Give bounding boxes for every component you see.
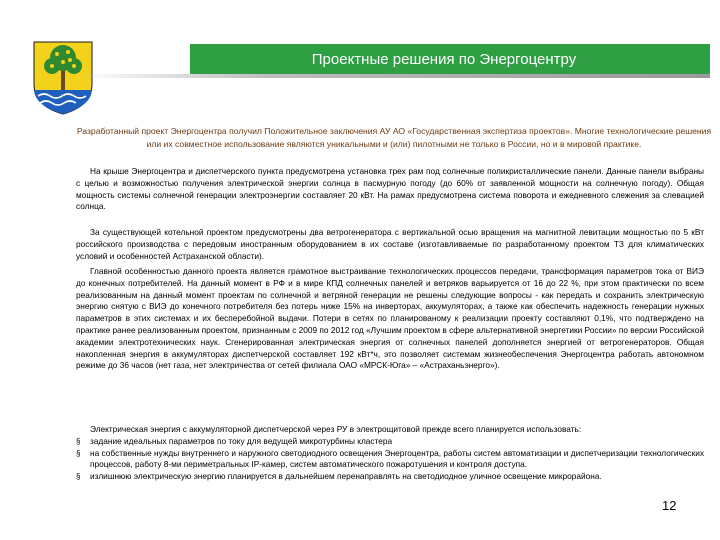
bullet-marker: § (76, 436, 81, 446)
list-item (76, 471, 704, 483)
list-item-text: задание идеальных параметров по току для ведущей микротурбины кластера (90, 435, 393, 446)
wind-generators-section (76, 227, 704, 262)
list-item (76, 436, 704, 448)
page-title: Проектные решения по Энергоцентру (311, 50, 577, 68)
title-bar (190, 44, 710, 74)
main-feature-section (76, 266, 704, 372)
intro-paragraph: Разработанный проект Энергоцентра получил Положительное заключения АУ АО «Государственная экспертиза проектов». Многие технологические решения или их совместное использование являются уникальными и (или) пилотными не только в России, но и в мировой практике. (76, 126, 712, 149)
coat-of-arms-emblem (32, 40, 94, 116)
body-paragraph: На крыше Энергоцентра и диспетчерского пункта предусмотрена установка трех рам под солнечные поликристаллические панели. Данные панели выбраны с целью и возможностью получения электрической энергии солнца в пасмурную погоду (до 60% от заявленной мощности на солнечную погоду). Общая мощность системы солнечной генерации электроэнергии составляет 20 кВт. На рамах предусмотрена система поворота и ежедневного слежения за слевацией солнца. (76, 166, 704, 212)
bullet-marker: § (76, 448, 81, 458)
solar-panels-section (76, 166, 704, 213)
body-paragraph: Электрическая энергия с аккумуляторной диспетчерской через РУ в электрощитовой прежде всего планируется использовать: (90, 424, 582, 434)
body-paragraph: За существующей котельной проектом предусмотрены два ветрогенератора с вертикальной осью вращения на магнитной левитации мощностью по 5 кВт российского производства с передовым иностранным оборудованием в их составе (изготавливаемые по разработанному проектом ТЗ для климатических условий и особенностей Астраханской области). (76, 227, 704, 261)
list-item-text: на собственные нужды внутреннего и наружного светодиодного освещения Энергоцентра, работы систем автоматизации и диспетчеризации технологических процессов, работу 8-ми периметральных IP-камер, систем автоматического пожаротушения и контроля доступа. (90, 447, 704, 470)
list-item-text: излишнюю электрическую энергию планируется в дальнейшем перенаправлять на светодиодное уличное освещение микрорайона. (90, 471, 602, 482)
body-paragraph: Главной особенностью данного проекта является грамотное выстраивание технологических процессов передачи, трансформация параметров тока от ВИЭ до конечных потребителей. На данный момент в РФ и в мире КПД солнечных панелей и ветряков варьируется от 16 до 22 %, при этом практически по всем реализованным на данный момент проектам по солнечной и ветряной генерации не решены следующие вопросы - как передать и сохранить электрическую энергию снятую с ВИЭ до конечного потребителя без потерь ниже 15% на инверторах, аккумуляторах, а также как обеспечить надежность генерации нужных параметров в этих системах и их бесперебойной выдачи. Потери в сетях по планированому к реализации проекту составляют 0,1%, что подтверждено на практике ранее реализованным проектом, признанным с 2009 по 2012 год «Лучшим проектом в сфере альтернативной энергетики России» по версии Российской академии электротехнических наук. Сгенерированная электрическая энергия от солнечных панелей дополняется энергией от ветрогенераторов. Общая накопленная энергия в аккумуляторах диспетчерской составляет 192 кВт*ч, это позволяет системам жизнеобеспечения Энергоцентра работать автономном режиме до 36 часов (нет газа, нет электричества от сетей филиала ОАО «МРСК-Юга» – «Астраханьэнерго»). (76, 266, 704, 371)
list-item (76, 448, 704, 472)
energy-usage-section (76, 424, 704, 483)
page-number: 12 (662, 498, 677, 513)
title-shadow-divider (76, 74, 710, 78)
bullet-marker: § (76, 472, 81, 482)
